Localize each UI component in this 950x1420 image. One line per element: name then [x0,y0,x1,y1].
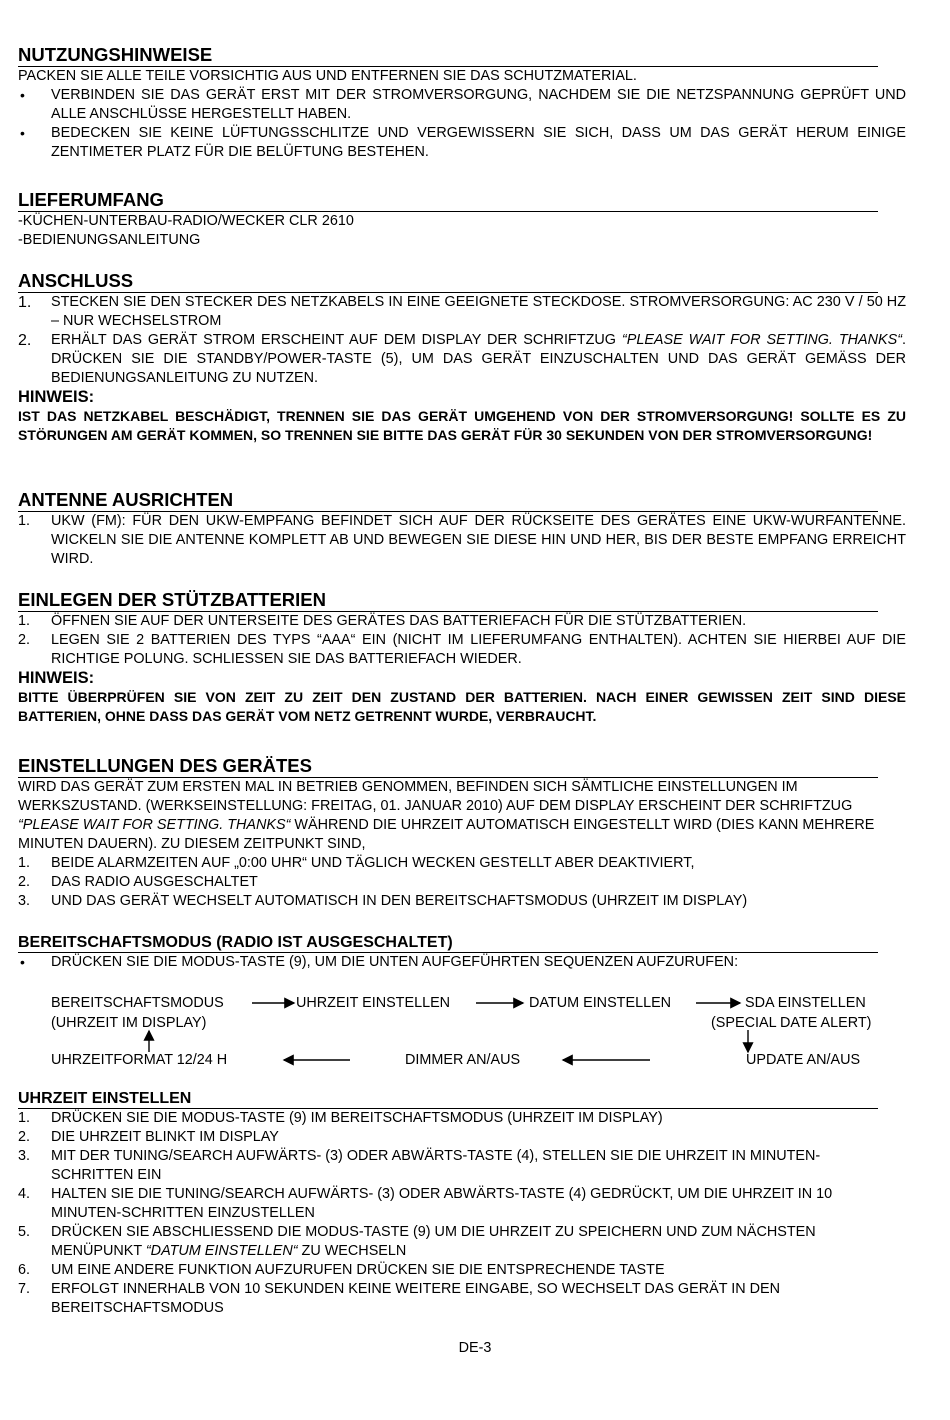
flow-step: DIMMER AN/AUS [405,1052,521,1068]
section-lieferumfang [18,189,906,250]
item-number: 7. [18,1281,31,1297]
item-text: UKW (FM): FÜR DEN UKW-EMPFANG BEFINDET SICH AUF DER RÜCKSEITE DES GERÄTES EINE UKW-WURFANTENNE. WICKELN SIE DIE ANTENNE KOMPLETT AB UND BEWEGEN SIE DIESE HIN UND HER, BIS DER BESTE EMPFANG ERREICHT WIRD. [51,513,906,567]
item-text: HALTEN SIE DIE TUNING/SEARCH AUFWÄRTS- (3) ODER ABWÄRTS-TASTE (4) GEDRÜCKT, UM DIE UHRZEIT IN 10 MINUTEN-SCHRITTEN EINZUSTELLEN [51,1186,833,1221]
bullet-text: BEDECKEN SIE KEINE LÜFTUNGSSCHLITZE UND VERGEWISSERN SIE SICH, DASS UM DAS GERÄT HERUM EINIGE ZENTIMETER PLATZ FÜR DIE BELÜFTUNG BESTEHEN. [51,125,906,160]
intro-text: PACKEN SIE ALLE TEILE VORSICHTIG AUS UND ENTFERNEN SIE DAS SCHUTZMATERIAL. [18,68,637,84]
numbered-item [18,1147,866,1185]
numbered-item [18,631,906,669]
section-title: NUTZUNGSHINWEISE [18,44,878,67]
flow-step: UHRZEITFORMAT 12/24 H [51,1052,228,1068]
item-text: STECKEN SIE DEN STECKER DES NETZKABELS IN EINE GEEIGNETE STECKDOSE. STROMVERSORGUNG: AC 230 V / 50 HZ – NUR WECHSELSTROM [51,294,906,329]
flow-step: UHRZEIT EINSTELLEN [296,995,451,1011]
bullet-item [18,124,906,162]
item-number: 2. [18,632,31,648]
flow-step-note: (SPECIAL DATE ALERT) [711,1015,872,1031]
numbered-item [18,1280,901,1318]
item-number: 2. [18,1129,31,1145]
numbered-item [18,512,906,569]
bullet-marker: • [20,954,25,970]
section-title: EINSTELLUNGEN DES GERÄTES [18,755,878,778]
item-text: ERFOLGT INNERHALB VON 10 SEKUNDEN KEINE WEITERE EINGABE, SO WECHSELT DAS GERÄT IN DEN BEREITSCHAFTSMODUS [51,1281,781,1316]
numbered-item [18,293,906,331]
section-uhrzeit-einstellen [18,1089,906,1318]
bullet-item [18,953,906,972]
item-text-a: ERHÄLT DAS GERÄT STROM ERSCHEINT AUF DEM DISPLAY DER SCHRIFTZUG [51,332,622,348]
item-text: DRÜCKEN SIE DIE MODUS-TASTE (9) IM BEREITSCHAFTSMODUS (UHRZEIT IM DISPLAY) [51,1110,663,1126]
hinweis-text: IST DAS NETZKABEL BESCHÄDIGT, TRENNEN SIE DAS GERÄT UMGEHEND VON DER STROMVERSORGUNG! SOLLTE ES ZU STÖRUNGEN AM GERÄT KOMMEN, SO TRENNEN SIE BITTE DAS GERÄT FÜR 30 SEKUNDEN VON DER STROMVERSORGUNG! [18,408,906,443]
bullet-text: VERBINDEN SIE DAS GERÄT ERST MIT DER STROMVERSORGUNG, NACHDEM SIE DIE NETZSPANNUNG GEPRÜFT UND ALLE ANSCHLÜSSE HERGESTELLT HABEN. [51,87,906,122]
list-item: -KÜCHEN-UNTERBAU-RADIO/WECKER CLR 2610 [18,213,354,229]
numbered-item [18,612,906,631]
para-text-b: WÄHREND DIE UHRZEIT AUTOMATISCH EINGESTELLT WIRD (DIES KANN MEHRERE MINUTEN DAUERN). ZU DIESEM ZEITPUNKT SIND, [18,817,875,852]
numbered-item [18,892,906,911]
flow-step: BEREITSCHAFTSMODUS [51,995,224,1011]
bullet-marker: • [20,125,25,141]
flow-step: UPDATE AN/AUS [746,1052,861,1068]
item-text: LEGEN SIE 2 BATTERIEN DES TYPS “AAA“ EIN (NICHT IM LIEFERUMFANG ENTHALTEN). ACHTEN SIE HIERBEI AUF DIE RICHTIGE POLUNG. SCHLIESSEN SIE DAS BATTERIEFACH WIEDER. [51,632,906,667]
hinweis-label: HINWEIS: [18,669,95,687]
numbered-item [18,1185,841,1223]
item-text-b: ZU WECHSELN [297,1243,407,1259]
section-title: ANTENNE AUSRICHTEN [18,489,878,512]
section-title: LIEFERUMFANG [18,189,878,212]
item-number: 1. [18,294,32,311]
bullet-text: DRÜCKEN SIE DIE MODUS-TASTE (9), UM DIE UNTEN AUFGEFÜHRTEN SEQUENZEN AUFZURUFEN: [51,954,739,970]
flow-step: SDA EINSTELLEN [745,995,866,1011]
item-number: 1. [18,513,31,529]
numbered-item [18,1261,906,1280]
para-text-a: WIRD DAS GERÄT ZUM ERSTEN MAL IN BETRIEB GENOMMEN, BEFINDEN SICH SÄMTLICHE EINSTELLUNGEN IM WERKSZUSTAND. (WERKSEINSTELLUNG: FREITAG, 01. JANUAR 2010) AUF DEM DISPLAY ERSCHEINT DER SCHRIFTZUG [18,779,853,814]
item-number: 6. [18,1262,31,1278]
flow-step: DATUM EINSTELLEN [529,995,672,1011]
item-text-b: . DRÜCKEN SIE DIE STANDBY/POWER-TASTE (5), UM DAS GERÄT EINZUSCHALTEN UND DAS GERÄT GEMÄSS DER BEDIENUNGSANLEITUNG ZU NUTZEN. [51,332,906,386]
numbered-item [18,1109,906,1128]
item-number: 1. [18,613,31,629]
bullet-marker: • [20,87,25,103]
item-number: 3. [18,1148,31,1164]
bullet-item [18,86,906,124]
section-bereitschaftsmodus [18,933,906,972]
section-antenne [18,489,906,569]
item-number: 4. [18,1186,31,1202]
item-number: 2. [18,332,32,349]
item-number: 1. [18,855,31,871]
item-text: MIT DER TUNING/SEARCH AUFWÄRTS- (3) ODER ABWÄRTS-TASTE (4), STELLEN SIE DIE UHRZEIT IN MINUTEN-SCHRITTEN EIN [51,1148,821,1183]
section-einstellungen [18,755,906,911]
item-text-a: DRÜCKEN SIE ABSCHLIESSEND DIE MODUS-TASTE (9) UM DIE UHRZEIT ZU SPEICHERN UND ZUM NÄCHSTEN MENÜPUNKT [51,1224,816,1259]
section-anschluss [18,270,906,445]
numbered-item [18,331,906,388]
section-title: UHRZEIT EINSTELLEN [18,1089,878,1109]
section-batterien [18,589,906,726]
section-title: BEREITSCHAFTSMODUS (RADIO IST AUSGESCHALTET) [18,933,878,953]
item-text: UND DAS GERÄT WECHSELT AUTOMATISCH IN DEN BEREITSCHAFTSMODUS (UHRZEIT IM DISPLAY) [51,893,748,909]
item-text-italic: “DATUM EINSTELLEN“ [145,1243,298,1259]
item-text: BEIDE ALARMZEITEN AUF „0:00 UHR“ UND TÄGLICH WECKEN GESTELLT ABER DEAKTIVIERT, [51,855,695,871]
item-text: ÖFFNEN SIE AUF DER UNTERSEITE DES GERÄTES DAS BATTERIEFACH FÜR DIE STÜTZBATTERIEN. [51,613,747,629]
flow-step-note: (UHRZEIT IM DISPLAY) [51,1015,207,1031]
numbered-item [18,1128,906,1147]
hinweis-text: BITTE ÜBERPRÜFEN SIE VON ZEIT ZU ZEIT DEN ZUSTAND DER BATTERIEN. NACH EINER GEWISSEN ZEIT SIND DIESE BATTERIEN, OHNE DASS DAS GERÄT VOM NETZ GETRENNT WURDE, VERBRAUCHT. [18,689,906,724]
hinweis-label: HINWEIS: [18,388,95,406]
item-text: UM EINE ANDERE FUNKTION AUFZURUFEN DRÜCKEN SIE DIE ENTSPRECHENDE TASTE [51,1262,665,1278]
item-number: 5. [18,1224,31,1240]
page-number: DE-3 [458,1340,492,1356]
item-text: DAS RADIO AUSGESCHALTET [51,874,258,890]
item-text-italic: “PLEASE WAIT FOR SETTING. THANKS“ [621,332,902,348]
item-text: DIE UHRZEIT BLINKT IM DISPLAY [51,1129,279,1145]
item-number: 2. [18,874,31,890]
mode-sequence-diagram [18,990,906,1080]
section-title: ANSCHLUSS [18,270,878,293]
numbered-item [18,854,906,873]
paragraph [18,778,888,854]
para-text-italic: “PLEASE WAIT FOR SETTING. THANKS“ [18,817,291,833]
section-title: EINLEGEN DER STÜTZBATTERIEN [18,589,878,612]
section-nutzungshinweise [18,44,906,162]
numbered-item [18,1223,856,1261]
item-number: 1. [18,1110,31,1126]
list-item: -BEDIENUNGSANLEITUNG [18,232,201,248]
numbered-item [18,873,906,892]
item-number: 3. [18,893,31,909]
